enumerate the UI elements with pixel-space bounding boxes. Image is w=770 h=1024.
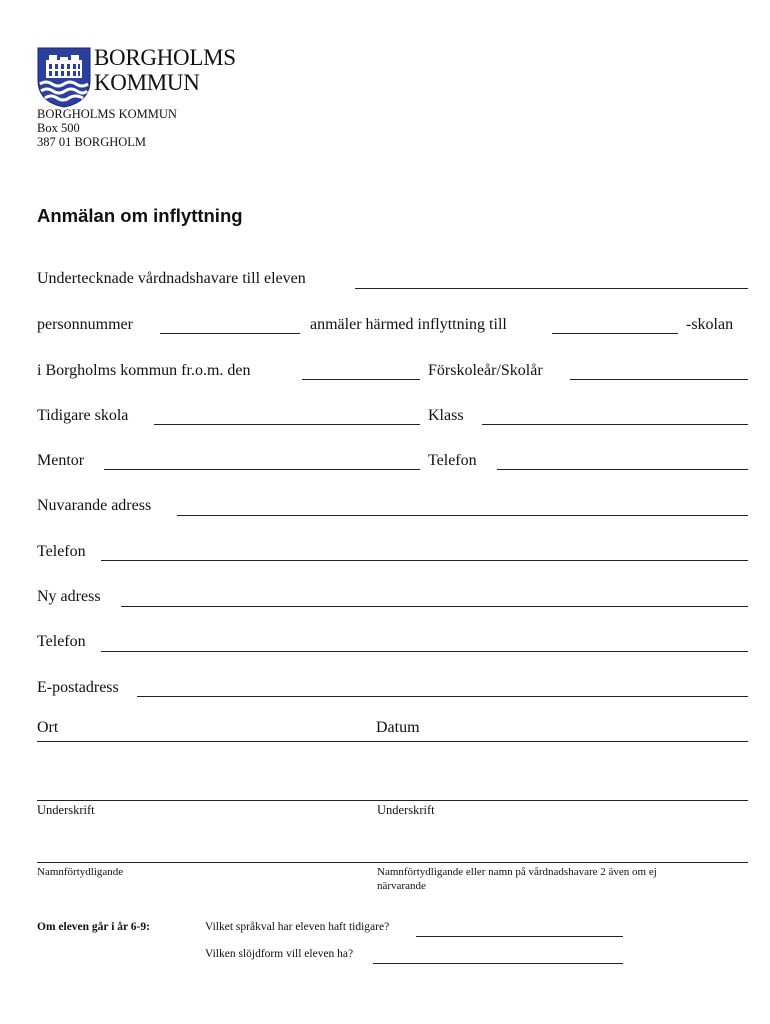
new-address-field[interactable] (121, 606, 748, 607)
coat-of-arms-icon (36, 46, 92, 108)
mentor-phone-field[interactable] (497, 469, 748, 470)
class-field[interactable] (482, 424, 748, 425)
new-phone-field[interactable] (101, 651, 748, 652)
grade-6-9-label: Om eleven går i år 6-9: (37, 921, 150, 933)
anmaler-label: anmäler härmed inflyttning till (310, 316, 507, 333)
guardian-label: Undertecknade vårdnadshavare till eleven (37, 270, 306, 287)
mentor-label: Mentor (37, 452, 85, 469)
sender-address (37, 107, 177, 149)
name-clarification-label-2-line-2: närvarande (377, 880, 426, 892)
personnummer-field[interactable] (160, 333, 300, 334)
mentor-phone-label: Telefon (428, 452, 477, 469)
address-line-2: Box 500 (37, 121, 80, 135)
name-clarification-label-1: Namnförtydligande (37, 866, 124, 878)
current-address-field[interactable] (177, 515, 748, 516)
previous-school-label: Tidigare skola (37, 407, 129, 424)
name-clarification-label-2-line-1: Namnförtydligande eller namn på vårdnadshavare 2 även om ej (377, 866, 657, 878)
name-clarification-label-2 (377, 865, 747, 893)
current-address-label: Nuvarande adress (37, 497, 152, 514)
new-address-label: Ny adress (37, 588, 101, 605)
craft-field[interactable] (373, 963, 623, 964)
from-date-field[interactable] (302, 379, 420, 380)
previous-school-field[interactable] (154, 424, 420, 425)
logo-line-2: KOMMUN (94, 70, 200, 95)
class-label: Klass (428, 407, 464, 424)
email-label: E-postadress (37, 679, 119, 696)
from-date-label: i Borgholms kommun fr.o.m. den (37, 362, 251, 379)
address-line-1: BORGHOLMS KOMMUN (37, 107, 177, 121)
school-field[interactable] (552, 333, 678, 334)
current-phone-field[interactable] (101, 560, 748, 561)
name-clarification-field[interactable] (37, 862, 748, 863)
place-label: Ort (37, 719, 59, 736)
date-label: Datum (376, 719, 420, 736)
language-question: Vilket språkval har eleven haft tidigare? (205, 921, 390, 933)
page-title: Anmälan om inflyttning (37, 205, 243, 226)
signature-label-1: Underskrift (37, 803, 95, 817)
logo (36, 46, 246, 110)
current-phone-label: Telefon (37, 543, 86, 560)
language-field[interactable] (416, 936, 623, 937)
guardian-field[interactable] (355, 288, 748, 289)
personnummer-label: personnummer (37, 316, 133, 333)
forskolear-label: Förskoleår/Skolår (428, 362, 543, 379)
craft-question: Vilken slöjdform vill eleven ha? (205, 948, 354, 960)
forskolear-field[interactable] (570, 379, 748, 380)
new-phone-label: Telefon (37, 633, 86, 650)
skolan-label: -skolan (686, 316, 734, 333)
mentor-field[interactable] (104, 469, 420, 470)
place-date-field[interactable] (37, 741, 748, 742)
email-field[interactable] (137, 696, 748, 697)
logo-line-1: BORGHOLMS (94, 45, 236, 70)
signature-label-2: Underskrift (377, 803, 435, 817)
signature-field[interactable] (37, 800, 748, 801)
address-line-3: 387 01 BORGHOLM (37, 135, 147, 149)
